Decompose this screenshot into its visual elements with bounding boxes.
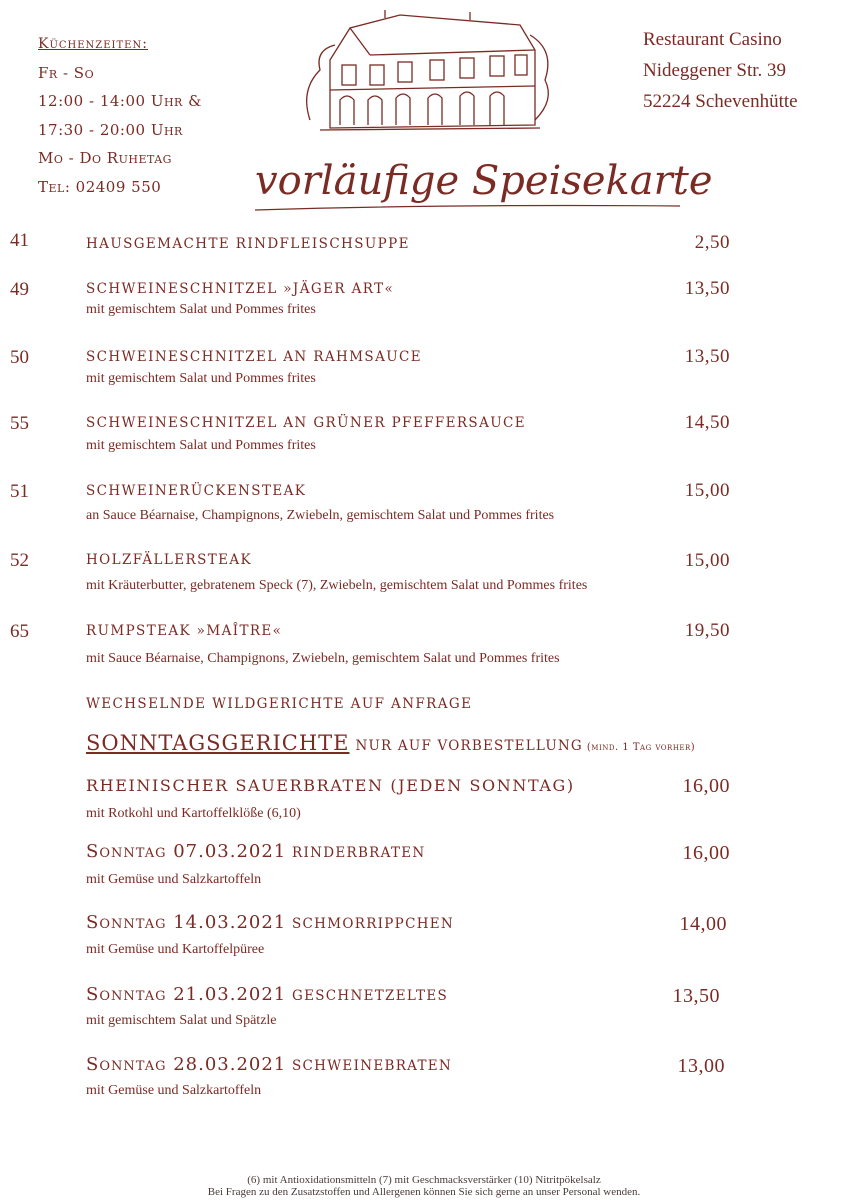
restaurant-name: Restaurant Casino: [643, 29, 782, 50]
sunday-item-date: Sonntag 14.03.2021: [86, 912, 287, 933]
dish-description: mit gemischtem Salat und Pommes frites: [86, 438, 316, 453]
sauerbraten-price: 16,00: [682, 775, 730, 797]
dish-price: 13,50: [684, 278, 730, 299]
additives-footnote: [0, 1174, 848, 1198]
sunday-item-price: 13,00: [677, 1055, 725, 1077]
hours-title: Küchenzeiten:: [38, 36, 148, 52]
sunday-item-date: Sonntag 07.03.2021: [86, 841, 287, 862]
sunday-preorder-detail: (mind. 1 Tag vorher): [586, 742, 696, 753]
menu-headline: vorläufige Speisekarte: [255, 158, 713, 204]
sunday-preorder-note: NUR AUF VORBESTELLUNG: [355, 738, 583, 754]
sunday-item-title: [86, 984, 448, 1005]
sauerbraten-description: mit Rotkohl und Kartoffelklöße (6,10): [86, 806, 301, 821]
hours-lunch: 12:00 - 14:00 Uhr &: [38, 92, 202, 110]
sunday-item-title: [86, 841, 426, 862]
sunday-item-description: mit Gemüse und Salzkartoffeln: [86, 872, 262, 887]
sunday-item-title: [86, 1054, 452, 1075]
dish-number: 41: [10, 230, 29, 251]
sunday-item-dish: RINDERBRATEN: [292, 845, 426, 861]
restaurant-address: [643, 24, 798, 117]
dish-name: RUMPSTEAK »MAÎTRE«: [86, 623, 283, 639]
sunday-item-dish: SCHMORRIPPCHEN: [292, 916, 455, 932]
sunday-item-title: [86, 912, 454, 933]
headline-flourish: [250, 200, 690, 216]
dish-price: 15,00: [684, 550, 730, 571]
dish-name: HOLZFÄLLERSTEAK: [86, 552, 253, 568]
sunday-item-price: 13,50: [672, 985, 720, 1007]
dish-number: 55: [10, 413, 29, 434]
dish-price: 13,50: [684, 346, 730, 367]
sunday-item-dish: SCHWEINEBRATEN: [292, 1058, 453, 1074]
dish-description: mit Sauce Béarnaise, Champignons, Zwiebeln, gemischtem Salat und Pommes frites: [86, 651, 560, 666]
dish-name: SCHWEINESCHNITZEL »JÄGER ART«: [86, 281, 395, 297]
sunday-title: SONNTAGSGERICHTE: [86, 731, 350, 755]
kitchen-hours: [38, 30, 202, 201]
restaurant-building-sketch: [290, 10, 560, 135]
dish-price: 15,00: [684, 480, 730, 501]
allergen-note: Bei Fragen zu den Zusatzstoffen und Allergenen können Sie sich gerne an unser Personal wenden.: [207, 1186, 641, 1198]
dish-description: mit gemischtem Salat und Pommes frites: [86, 371, 316, 386]
sauerbraten-name: RHEINISCHER SAUERBRATEN (JEDEN SONNTAG): [86, 776, 575, 795]
dish-name: SCHWEINERÜCKENSTEAK: [86, 483, 307, 499]
dish-name: SCHWEINESCHNITZEL AN RAHMSAUCE: [86, 349, 422, 365]
dish-number: 50: [10, 347, 29, 368]
dish-price: 19,50: [684, 620, 730, 641]
dish-name: SCHWEINESCHNITZEL AN GRÜNER PFEFFERSAUCE: [86, 415, 526, 431]
hours-days: Fr - So: [38, 63, 95, 82]
wild-dishes-note: WECHSELNDE WILDGERICHTE AUF ANFRAGE: [86, 696, 473, 712]
sunday-item-description: mit gemischtem Salat und Spätzle: [86, 1013, 277, 1028]
dish-description: mit Kräuterbutter, gebratenem Speck (7), Zwiebeln, gemischtem Salat und Pommes frites: [86, 578, 588, 593]
dish-name: HAUSGEMACHTE RINDFLEISCHSUPPE: [86, 236, 410, 252]
restaurant-city: 52224 Schevenhütte: [643, 91, 798, 112]
dish-number: 49: [10, 279, 29, 300]
dish-description: mit gemischtem Salat und Pommes frites: [86, 302, 316, 317]
restaurant-street: Nideggener Str. 39: [643, 60, 787, 81]
sunday-item-date: Sonntag 28.03.2021: [86, 1054, 287, 1075]
sunday-item-dish: GESCHNETZELTES: [292, 988, 449, 1004]
sunday-item-price: 16,00: [682, 842, 730, 864]
sunday-item-description: mit Gemüse und Salzkartoffeln: [86, 1083, 262, 1098]
dish-price: 14,50: [684, 412, 730, 433]
dish-price: 2,50: [694, 232, 730, 253]
sunday-item-date: Sonntag 21.03.2021: [86, 984, 287, 1005]
sunday-section-header: [86, 731, 695, 755]
sunday-item-description: mit Gemüse und Kartoffelpüree: [86, 942, 265, 957]
dish-number: 65: [10, 621, 29, 642]
sunday-item-price: 14,00: [679, 913, 727, 935]
dish-number: 52: [10, 550, 29, 571]
hours-dinner: 17:30 - 20:00 Uhr: [38, 120, 183, 139]
dish-description: an Sauce Béarnaise, Champignons, Zwiebeln, gemischtem Salat und Pommes frites: [86, 508, 555, 523]
hours-closed: Mo - Do Ruhetag: [38, 149, 172, 167]
hours-phone: Tel: 02409 550: [38, 177, 162, 196]
dish-number: 51: [10, 481, 29, 502]
additives-legend: (6) mit Antioxidationsmitteln (7) mit Geschmacksverstärker (10) Nitritpökelsalz: [247, 1174, 601, 1186]
